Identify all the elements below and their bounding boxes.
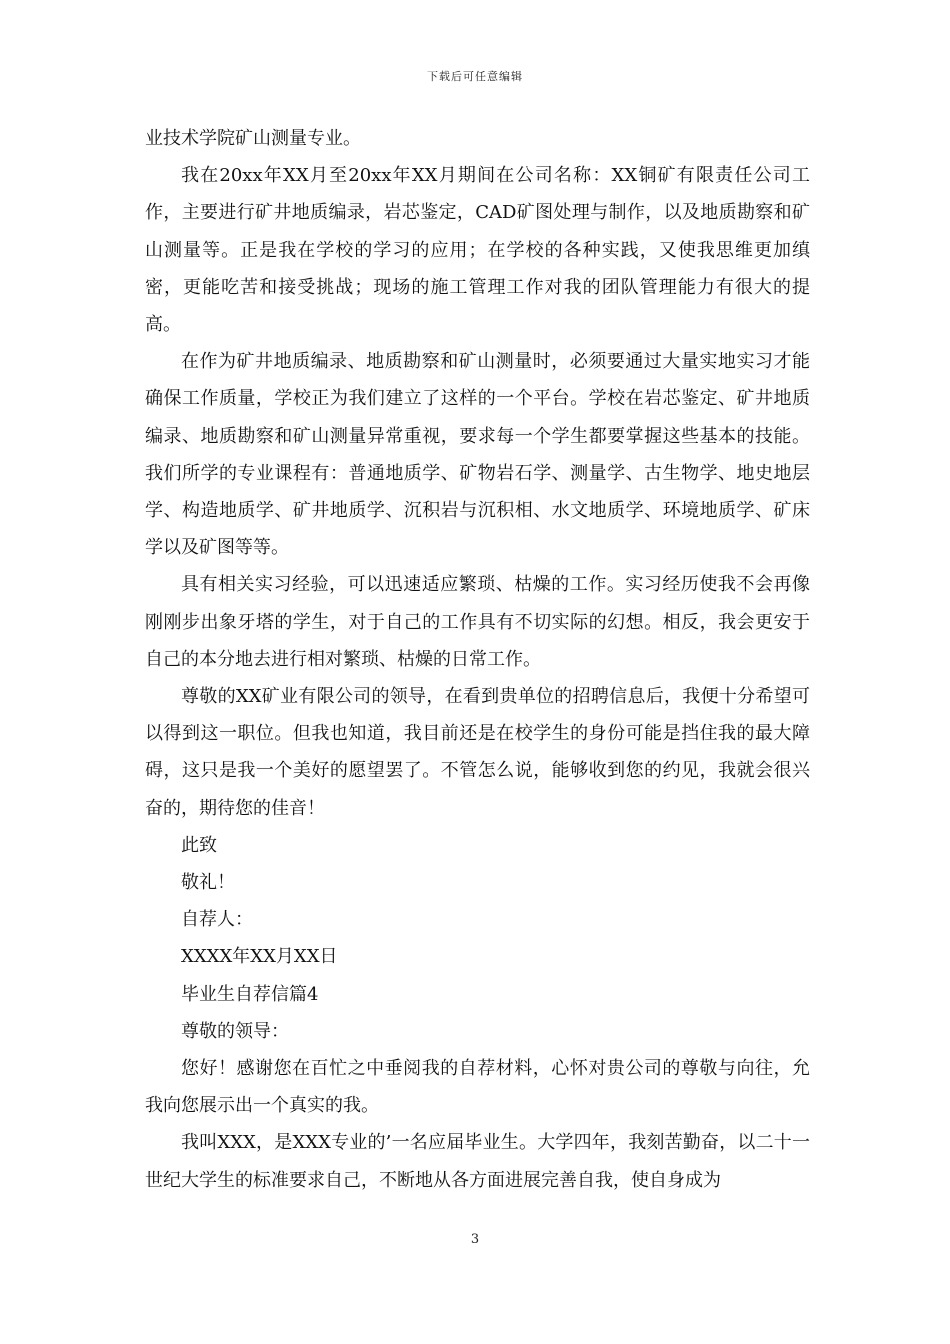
page-number: 3 — [470, 1232, 480, 1247]
page-header: 下载后可任意编辑 — [427, 70, 523, 83]
section-title: 毕业生自荐信篇4 — [181, 983, 319, 1005]
paragraph-internship: 具有相关实习经验，可以迅速适应繁琐、枯燥的工作。实习经历使我不会再像刚刚步出象牙塔的学生，对于自己的工作具有不切实际的幻想。相反，我会更安于自己的本分地去进行相对繁琐、枯燥的日常工作。 — [145, 574, 810, 670]
greeting: 尊敬的领导： — [181, 1020, 289, 1042]
paragraph-work-experience: 我在20xx年XX月至20xx年XX月期间在公司名称：XX铜矿有限责任公司工作，主要进行矿井地质编录，岩芯鉴定，CAD矿图处理与制作，以及地质勘察和矿山测量等。正是我在学校的学习的应用；在学校的各种实践，又使我思维更加缜密，更能吃苦和接受挑战；现场的施工管理工作对我的团队管理能力有很大的提高。 — [145, 165, 810, 336]
paragraph-continuation: 业技术学院矿山测量专业。 — [145, 128, 361, 149]
paragraph-thanks: 您好！感谢您在百忙之中垂阅我的自荐材料，心怀对贵公司的尊敬与向往，允我向您展示出一个真实的我。 — [145, 1058, 810, 1117]
paragraph-closing-request: 尊敬的XX矿业有限公司的领导，在看到贵单位的招聘信息后，我便十分希望可以得到这一职位。但我也知道，我目前还是在校学生的身份可能是挡住我的最大障碍，这只是我一个美好的愿望罢了。不管怎么说，能够收到您的约见，我就会很兴奋的，期待您的佳音！ — [145, 686, 810, 819]
document-body — [145, 120, 810, 1199]
salutation-ci-zhi: 此致 — [181, 834, 217, 856]
paragraph-school-training: 在作为矿井地质编录、地质勘察和矿山测量时，必须要通过大量实地实习才能确保工作质量，学校正为我们建立了这样的一个平台。学校在岩芯鉴定、矿井地质编录、地质勘察和矿山测量异常重视，要求每一个学生都要掌握这些基本的技能。我们所学的专业课程有：普通地质学、矿物岩石学、测量学、古生物学、地史地层学、构造地质学、矿井地质学、沉积岩与沉积相、水文地质学、环境地质学、矿床学以及矿图等等。 — [145, 351, 810, 559]
signature-date: XXXX年XX月XX日 — [181, 946, 338, 968]
salutation-jing-li: 敬礼！ — [181, 872, 235, 894]
paragraph-self-intro: 我叫XXX，是XXX专业的’一名应届毕业生。大学四年，我刻苦勤奋，以二十一世纪大学生的标准要求自己，不断地从各方面进展完善自我，使自身成为 — [145, 1132, 810, 1191]
signature-label: 自荐人： — [181, 909, 253, 931]
